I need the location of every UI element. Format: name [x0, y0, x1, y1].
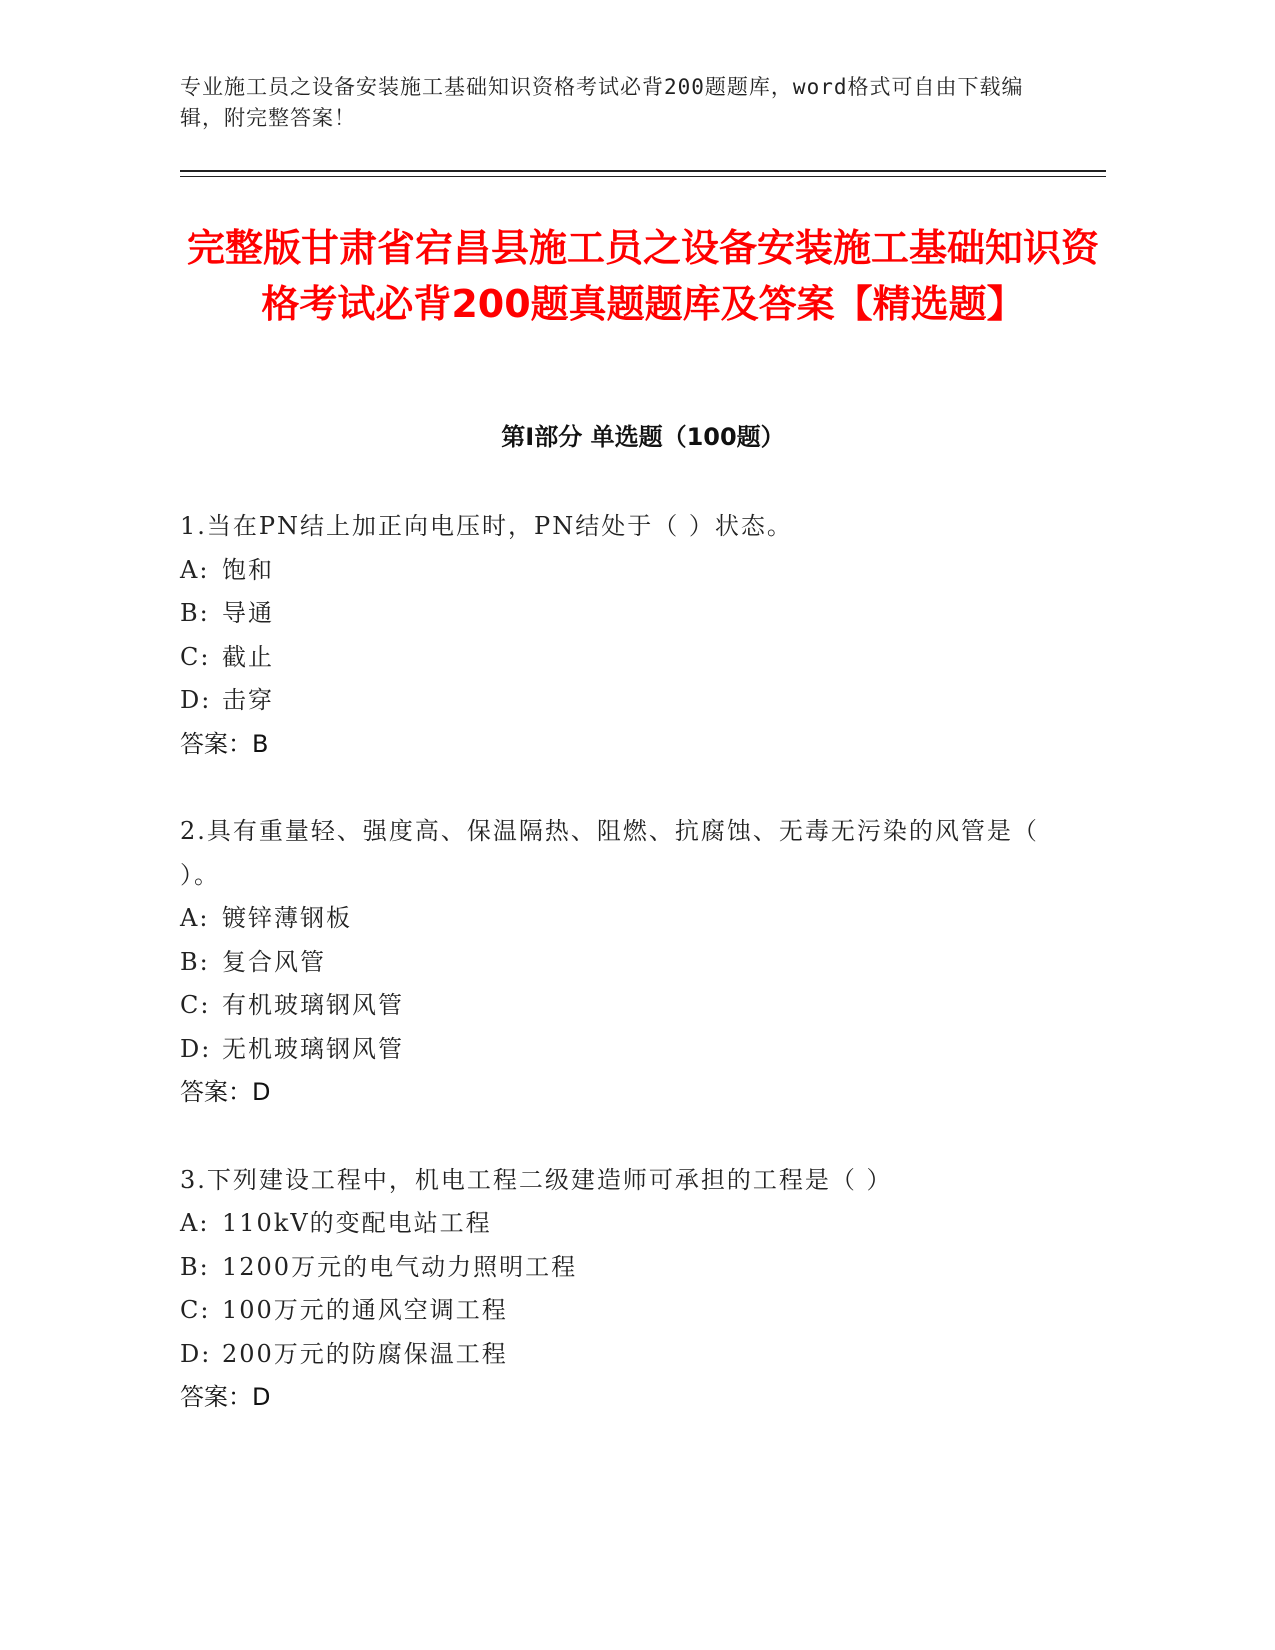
option-letter: B: — [180, 1252, 210, 1281]
document-title: 完整版甘肃省宕昌县施工员之设备安装施工基础知识资格考试必背200题真题题库及答案【精选题】 — [186, 226, 1099, 326]
option-letter: D: — [180, 686, 212, 714]
option-letter: C: — [180, 642, 211, 671]
option-text: 1200万元的电气动力照明工程 — [222, 1252, 578, 1281]
header-note: 专业施工员之设备安装施工基础知识资格考试必背200题题库，word格式可自由下载编辑，附完整答案！ — [180, 75, 1024, 130]
option-letter: C: — [180, 1296, 211, 1324]
option-letter: D: — [180, 1339, 212, 1368]
option-c — [180, 636, 1040, 680]
question-3 — [180, 1159, 1040, 1420]
option-d — [180, 679, 1040, 723]
option-d — [180, 1028, 1040, 1072]
option-letter: A: — [180, 904, 210, 932]
answer: 答案：D — [180, 1383, 271, 1411]
option-letter: D: — [180, 1034, 212, 1063]
option-text: 截止 — [222, 642, 274, 671]
option-a — [180, 897, 1040, 941]
section-title: 第I部分 单选题（100题） — [501, 423, 785, 451]
option-a — [180, 1202, 1040, 1246]
option-text: 复合风管 — [222, 947, 326, 976]
question-stem: 2.具有重量轻、强度高、保温隔热、阻燃、抗腐蚀、无毒无污染的风管是（ ）。 — [180, 817, 1039, 889]
option-letter: A: — [180, 555, 210, 584]
option-c — [180, 1289, 1040, 1333]
option-text: 导通 — [222, 599, 274, 627]
question-list — [180, 505, 1040, 1464]
option-b — [180, 1246, 1040, 1290]
option-c — [180, 984, 1040, 1028]
option-letter: A: — [180, 1209, 210, 1237]
header-divider-thin — [180, 176, 1106, 177]
question-stem: 3.下列建设工程中，机电工程二级建造师可承担的工程是（ ） — [180, 1165, 893, 1194]
option-text: 100万元的通风空调工程 — [222, 1296, 508, 1324]
option-b — [180, 592, 1040, 636]
option-a — [180, 549, 1040, 593]
option-d — [180, 1333, 1040, 1377]
option-text: 击穿 — [222, 686, 274, 714]
question-stem: 1.当在PN结上加正向电压时，PN结处于（ ）状态。 — [180, 512, 793, 540]
option-letter: B: — [180, 599, 210, 627]
option-text: 饱和 — [222, 555, 274, 584]
option-b — [180, 941, 1040, 985]
option-letter: B: — [180, 947, 210, 976]
question-2 — [180, 810, 1040, 1115]
option-text: 有机玻璃钢风管 — [222, 991, 404, 1019]
header-divider-thick — [180, 170, 1106, 172]
question-1 — [180, 505, 1040, 766]
answer: 答案：D — [180, 1078, 271, 1106]
option-text: 110kV的变配电站工程 — [222, 1209, 492, 1237]
option-letter: C: — [180, 991, 211, 1019]
option-text: 200万元的防腐保温工程 — [222, 1339, 508, 1368]
answer: 答案：B — [180, 729, 269, 758]
option-text: 镀锌薄钢板 — [222, 904, 352, 932]
option-text: 无机玻璃钢风管 — [222, 1034, 404, 1063]
